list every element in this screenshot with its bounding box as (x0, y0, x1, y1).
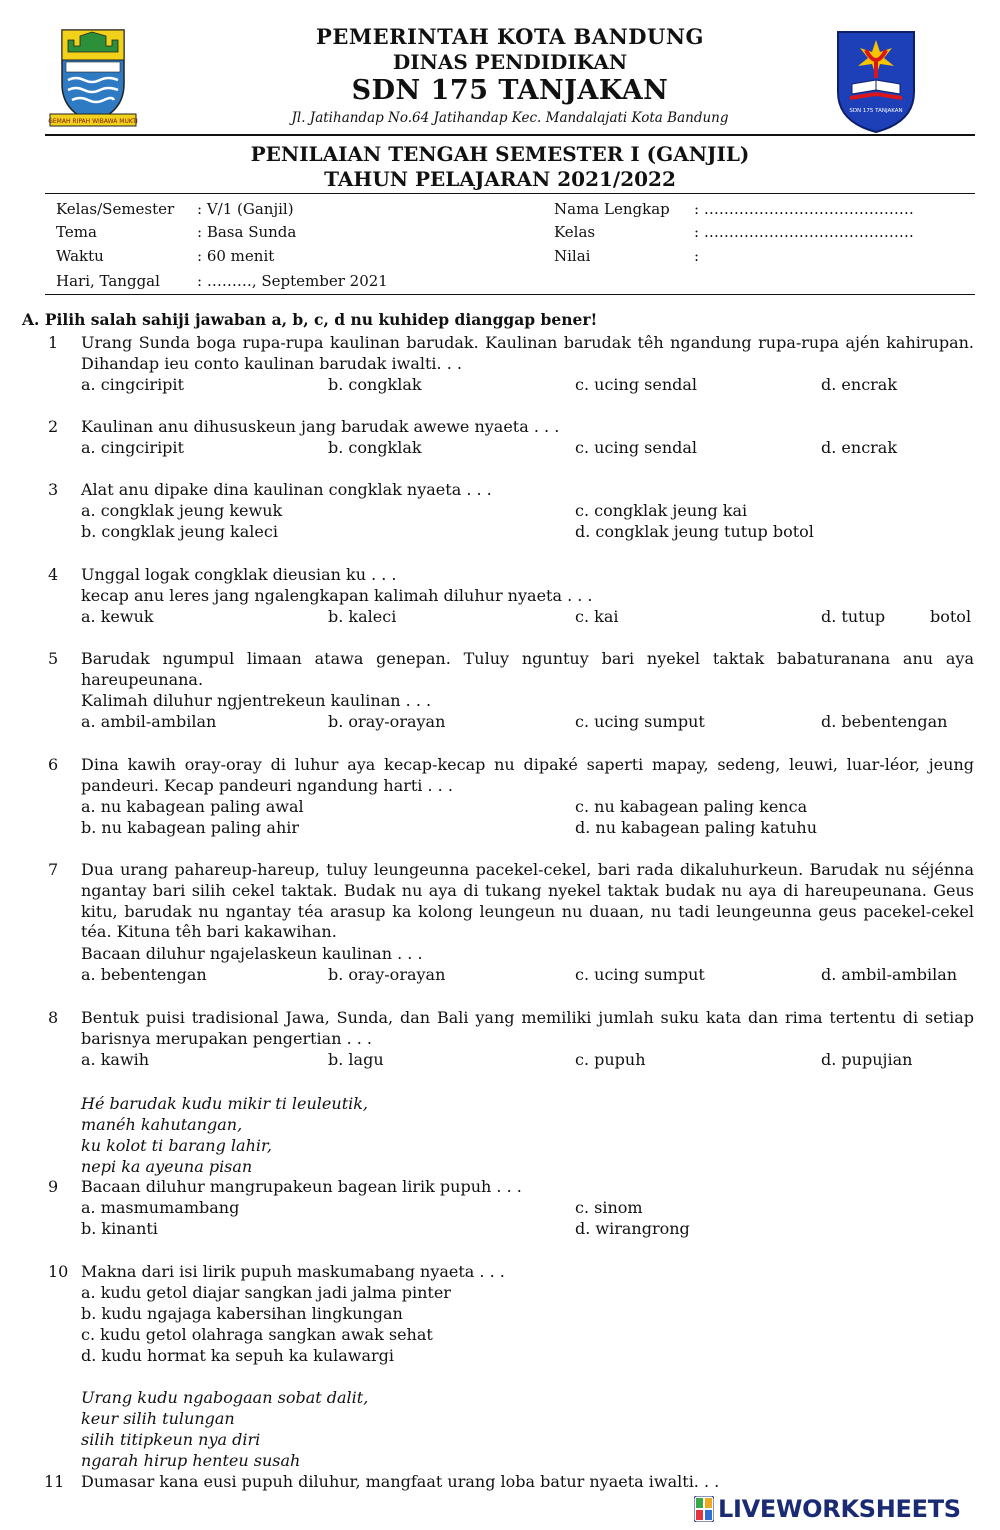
info-value: : V/1 (Ganjil) (197, 200, 294, 218)
info-top-rule (45, 193, 975, 194)
answer-option[interactable]: d. kudu hormat ka sepuh ka kulawargi (81, 1346, 395, 1365)
poem-line: Urang kudu ngabogaan sobat dalit, (81, 1388, 369, 1407)
question-number: 11 (44, 1472, 65, 1491)
poem-line: keur silih tulungan (81, 1409, 235, 1428)
answer-option[interactable]: a. bebentengan (81, 965, 207, 984)
info-label: Nilai (554, 247, 591, 265)
question-number: 3 (48, 480, 59, 499)
question-text: Urang Sunda boga rupa-rupa kaulinan barudak. Kaulinan barudak têh ngandung rupa-rupa ajén kahirupan. Dihandap ieu conto kaulinan barudak iwalti. . . (81, 333, 974, 373)
answer-option[interactable]: c. ucing sendal (575, 375, 698, 394)
answer-option[interactable]: b. congklak (328, 375, 422, 394)
answer-option[interactable]: b. oray-orayan (328, 965, 446, 984)
answer-option[interactable]: d. encrak (821, 438, 898, 457)
answer-option[interactable]: d. pupujian (821, 1050, 913, 1069)
question-text: Kaulinan anu dihususkeun jang barudak awewe nyaeta . . . (81, 417, 560, 436)
answer-option[interactable]: a. kawih (81, 1050, 150, 1069)
question-text: Kalimah diluhur ngjentrekeun kaulinan . . . (81, 691, 432, 710)
question-number: 6 (48, 755, 59, 774)
score-field: : (694, 247, 700, 265)
answer-option[interactable]: a. nu kabagean paling awal (81, 797, 304, 816)
school-address: Jl. Jatihandap No.64 Jatihandap Kec. Mandalajati Kota Bandung (291, 110, 729, 126)
question-text: Dumasar kana eusi pupuh diluhur, mangfaat urang loba batur nyaeta iwalti. . . (81, 1472, 720, 1491)
answer-option[interactable]: d. bebentengan (821, 712, 948, 731)
answer-option[interactable]: b. congklak jeung kaleci (81, 522, 278, 541)
answer-option[interactable]: a. cingciripit (81, 375, 184, 394)
answer-option[interactable]: c. sinom (575, 1198, 643, 1217)
poem-line: ngarah hirup henteu susah (81, 1451, 301, 1470)
poem-excerpt (81, 1387, 368, 1471)
question-number: 1 (48, 333, 59, 352)
gov-name: PEMERINTAH KOTA BANDUNG (316, 24, 704, 49)
answer-option[interactable]: d. encrak (821, 375, 898, 394)
answer-option[interactable]: c. ucing sumput (575, 712, 705, 731)
answer-option[interactable]: c. ucing sendal (575, 438, 698, 457)
poem-line: silih titipkeun nya diri (81, 1430, 261, 1449)
liveworksheets-badge-icon (694, 1496, 714, 1522)
question-text: Alat anu dipake dina kaulinan congklak nyaeta . . . (81, 480, 492, 499)
answer-option[interactable]: d. nu kabagean paling katuhu (575, 818, 817, 837)
poem-line: ku kolot ti barang lahir, (81, 1136, 272, 1155)
question-text: Barudak ngumpul limaan atawa genepan. Tuluy nguntuy bari nyekel taktak babaturanana anu aya hareupeunana. (81, 649, 974, 689)
question-text: kecap anu leres jang ngalengkapan kalimah diluhur nyaeta . . . (81, 586, 593, 605)
question-text: Bacaan diluhur ngajelaskeun kaulinan . . . (81, 944, 423, 963)
question-number: 2 (48, 417, 59, 436)
class-field[interactable]: : …………………………………… (694, 223, 914, 241)
answer-option[interactable]: c. ucing sumput (575, 965, 705, 984)
bandung-city-crest-icon (48, 22, 138, 130)
answer-option[interactable]: c. kudu getol olahraga sangkan awak sehat (81, 1325, 433, 1344)
answer-option[interactable]: d. ambil-ambilan (821, 965, 958, 984)
info-label: Waktu (56, 247, 104, 265)
watermark-text: LIVEWORKSHEETS (718, 1495, 961, 1523)
crest-motto: GEMAH RIPAH WIBAWA MUKTI (48, 118, 138, 125)
answer-option[interactable]: a. kudu getol diajar sangkan jadi jalma pinter (81, 1283, 451, 1302)
answer-option[interactable]: a. kewuk (81, 607, 154, 626)
question-text: Unggal logak congklak dieusian ku . . . (81, 565, 397, 584)
question-text: Makna dari isi lirik pupuh maskumabang nyaeta . . . (81, 1262, 505, 1281)
answer-option[interactable]: b. oray-orayan (328, 712, 446, 731)
poem-line: Hé barudak kudu mikir ti leuleutik, (81, 1094, 369, 1113)
name-field[interactable]: : …………………………………… (694, 200, 914, 218)
question-text: Dua urang pahareup-hareup, tuluy leungeunna pacekel-cekel, bari rada dikaluhurkeun. Barudak nu séjénna ngantay bari silih cekel taktak. Budak nu aya di tukang nyekel taktak budak nu aya di hareupeunana. Geus kitu, barudak nu ngantay téa arasup ka kolong leungeun nu duaan, nu tadi leungeunna geus pacekel-cekel téa. Kituna têh bari kakawihan. (81, 860, 974, 942)
info-label: Tema (56, 223, 97, 241)
answer-option[interactable]: d. wirangrong (575, 1219, 690, 1238)
question-text: Bentuk puisi tradisional Jawa, Sunda, dan Bali yang memiliki jumlah suku kata dan rima tertentu di setiap barisnya merupakan pengertian . . . (81, 1008, 974, 1048)
answer-option[interactable]: a. cingciripit (81, 438, 184, 457)
answer-option[interactable]: c. kai (575, 607, 619, 626)
info-value: : Basa Sunda (197, 223, 297, 241)
poem-line: nepi ka ayeuna pisan (81, 1157, 253, 1176)
answer-option-continuation: botol (930, 607, 972, 626)
answer-option[interactable]: b. kaleci (328, 607, 397, 626)
question-number: 10 (48, 1262, 69, 1281)
answer-option[interactable]: b. congklak (328, 438, 422, 457)
question-number: 5 (48, 649, 59, 668)
exam-title: PENILAIAN TENGAH SEMESTER I (GANJIL) (250, 142, 750, 166)
dept-name: DINAS PENDIDIKAN (392, 50, 628, 74)
info-label: Nama Lengkap (554, 200, 670, 218)
school-name: SDN 175 TANJAKAN (351, 75, 669, 106)
info-label: Kelas (554, 223, 596, 241)
liveworksheets-watermark (694, 1494, 961, 1524)
header-divider (45, 134, 975, 136)
info-value: : 60 menit (197, 247, 275, 265)
section-instruction: A. Pilih salah sahiji jawaban a, b, c, d nu kuhidep dianggap bener! (22, 310, 598, 329)
school-heading (150, 24, 870, 126)
question-number: 7 (48, 860, 59, 879)
answer-option[interactable]: c. congklak jeung kai (575, 501, 748, 520)
question-number: 4 (48, 565, 59, 584)
answer-option[interactable]: d. tutup (821, 607, 886, 626)
school-shield-icon (832, 26, 920, 136)
question-number: 9 (48, 1177, 59, 1196)
exam-year: TAHUN PELAJARAN 2021/2022 (324, 167, 676, 191)
info-label: Kelas/Semester (56, 200, 175, 218)
info-label: Hari, Tanggal (56, 272, 160, 290)
answer-option[interactable]: b. kudu ngajaga kabersihan lingkungan (81, 1304, 403, 1323)
question-text: Dina kawih oray-oray di luhur aya kecap-kecap nu dipaké saperti mapay, sedeng, leuwi, luar-léor, jeung pandeuri. Kecap pandeuri ngandung harti . . . (81, 755, 974, 795)
poem-line: manéh kahutangan, (81, 1115, 243, 1134)
answer-option[interactable]: c. nu kabagean paling kenca (575, 797, 808, 816)
info-value: : ………, September 2021 (197, 272, 388, 290)
shield-school-label: SDN 175 TANJAKAN (849, 108, 903, 114)
answer-option[interactable]: a. ambil-ambilan (81, 712, 217, 731)
answer-option[interactable]: b. lagu (328, 1050, 384, 1069)
answer-option[interactable]: a. masmumambang (81, 1198, 240, 1217)
question-number: 8 (48, 1008, 59, 1027)
question-text: Bacaan diluhur mangrupakeun bagean lirik pupuh . . . (81, 1177, 522, 1196)
letterhead (0, 0, 1000, 140)
answer-option[interactable]: b. kinanti (81, 1219, 158, 1238)
info-bottom-rule (45, 294, 975, 295)
poem-excerpt (81, 1093, 368, 1177)
answer-option[interactable]: c. pupuh (575, 1050, 646, 1069)
answer-option[interactable]: b. nu kabagean paling ahir (81, 818, 300, 837)
answer-option[interactable]: d. congklak jeung tutup botol (575, 522, 814, 541)
answer-option[interactable]: a. congklak jeung kewuk (81, 501, 283, 520)
